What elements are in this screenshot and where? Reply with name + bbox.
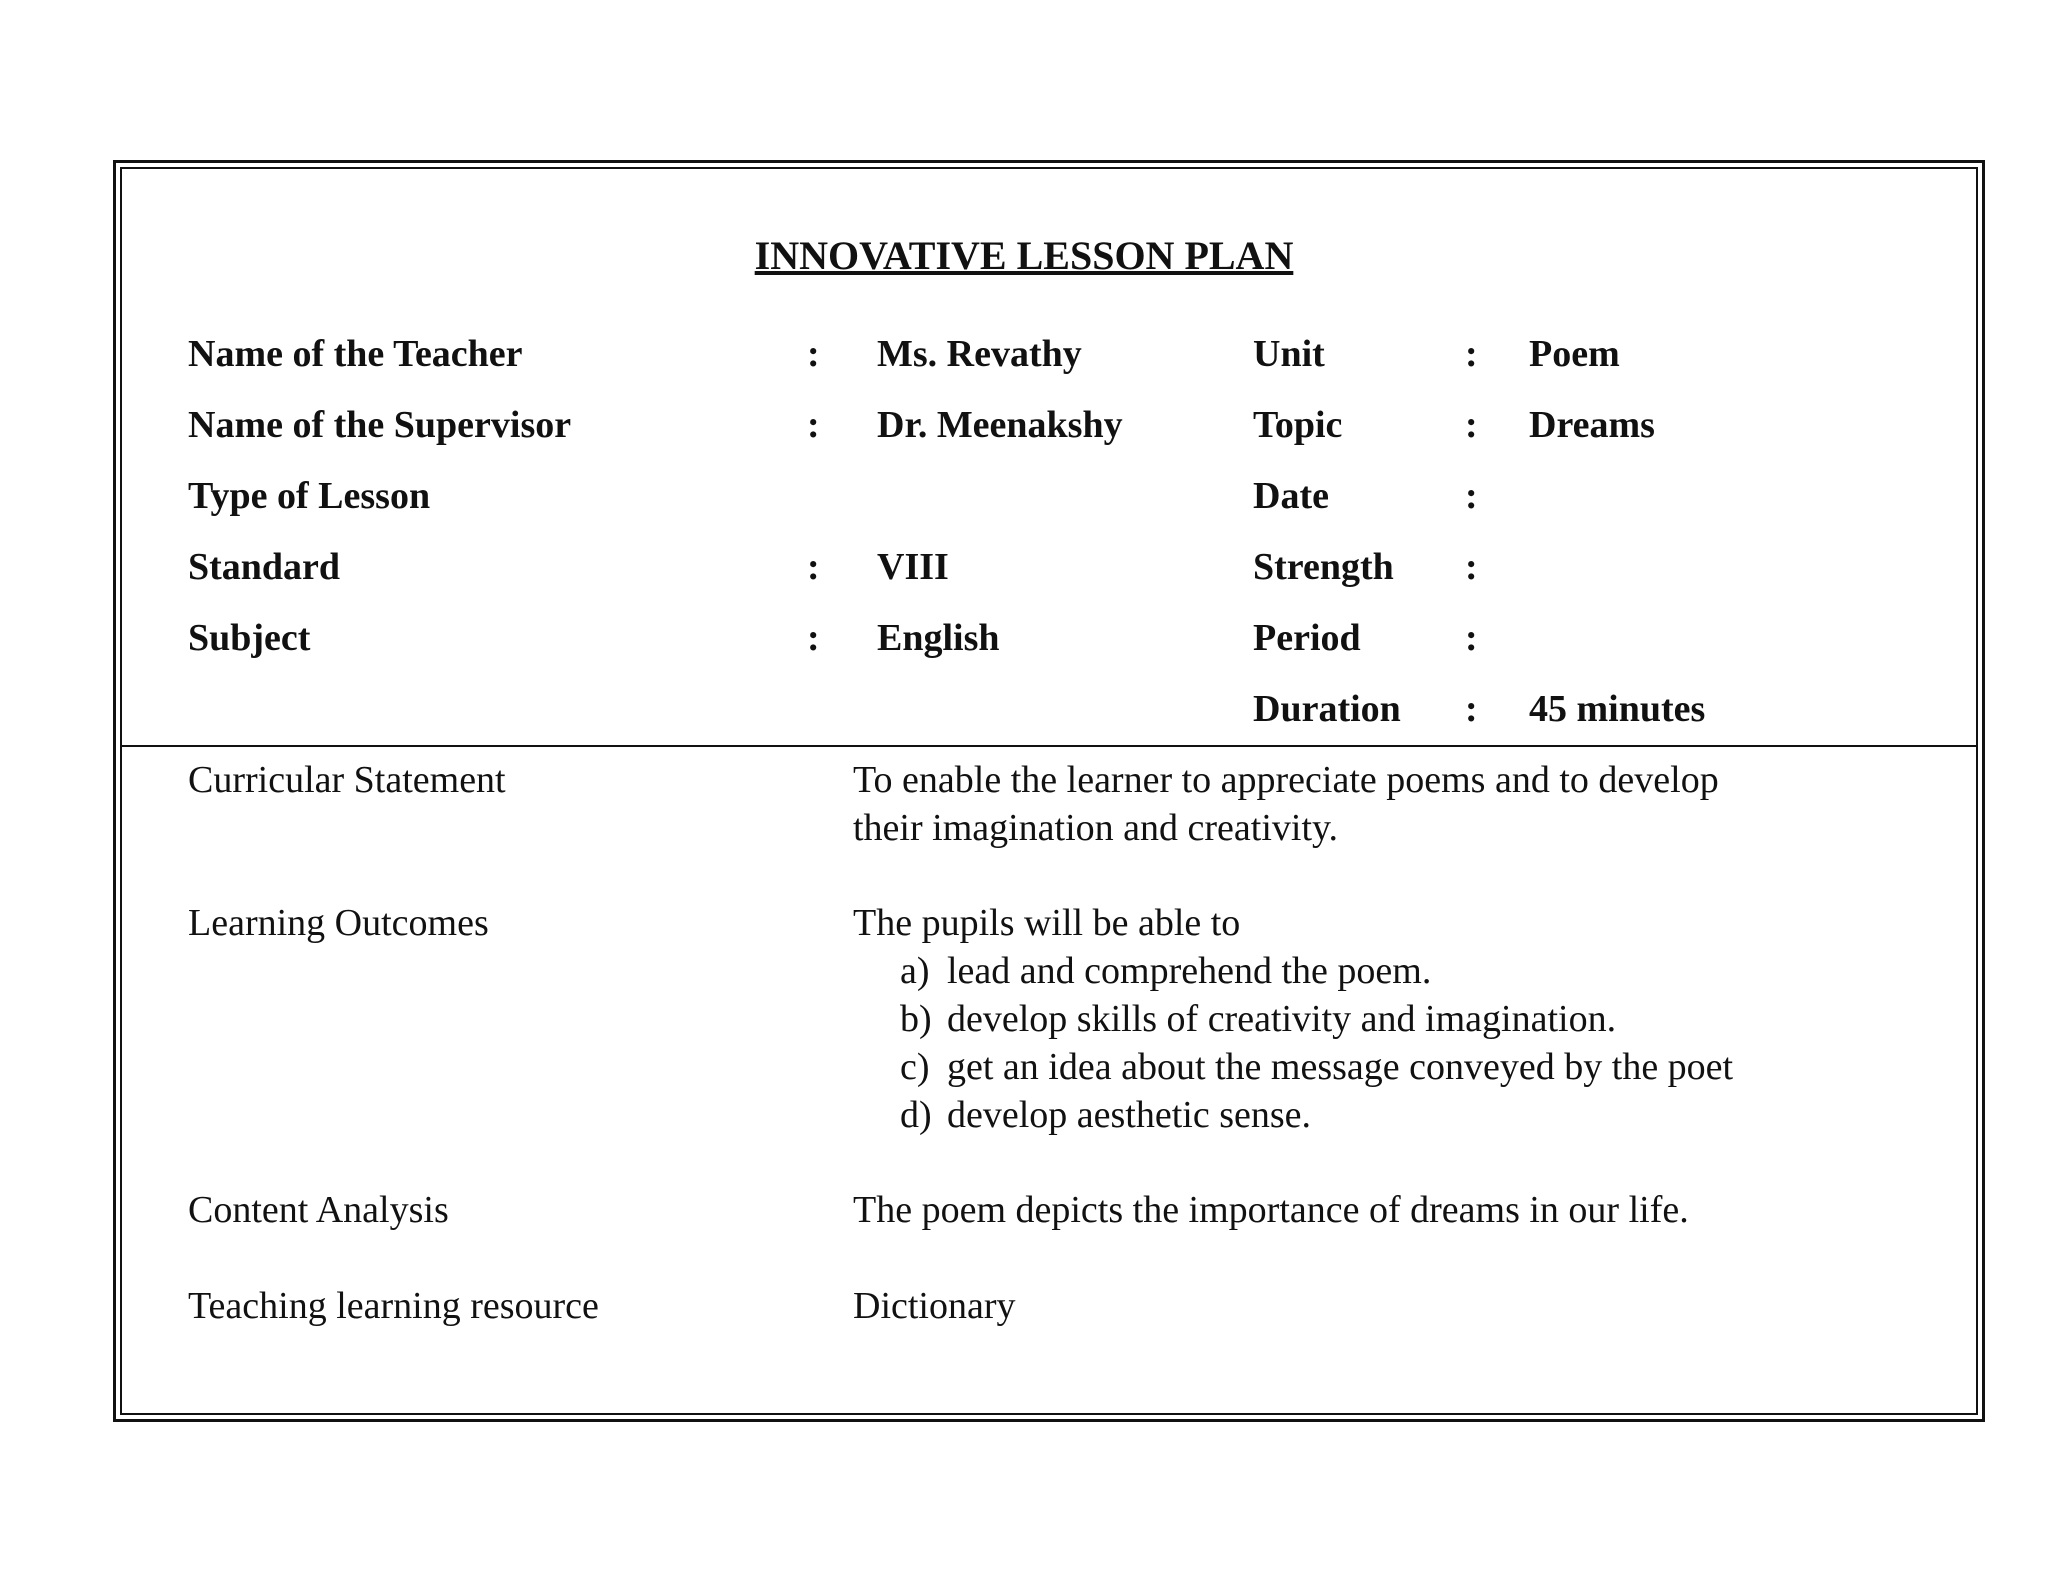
document-title: INNOVATIVE LESSON PLAN xyxy=(754,233,1294,278)
list-marker: b) xyxy=(900,998,932,1040)
list-item xyxy=(900,1091,1733,1139)
date-label: Date xyxy=(1253,475,1329,517)
unit-value: Poem xyxy=(1529,333,1620,375)
subject-colon: : xyxy=(807,617,820,659)
lesson-type-label: Type of Lesson xyxy=(188,475,431,517)
list-text: lead and comprehend the poem. xyxy=(947,950,1432,992)
supervisor-label: Name of the Supervisor xyxy=(188,404,572,446)
list-item xyxy=(900,947,1733,995)
strength-colon: : xyxy=(1465,546,1478,588)
subject-label: Subject xyxy=(188,617,311,659)
content-label: Content Analysis xyxy=(188,1189,449,1231)
duration-colon: : xyxy=(1465,688,1478,730)
outcomes-list xyxy=(853,947,1733,1139)
list-text: develop aesthetic sense. xyxy=(947,1094,1312,1136)
unit-colon: : xyxy=(1465,333,1478,375)
list-marker: d) xyxy=(900,1094,932,1136)
subject-value: English xyxy=(877,617,1000,659)
list-marker: c) xyxy=(900,1046,930,1088)
period-colon: : xyxy=(1465,617,1478,659)
supervisor-colon: : xyxy=(807,404,820,446)
supervisor-value: Dr. Meenakshy xyxy=(877,404,1123,446)
list-text: develop skills of creativity and imagination. xyxy=(947,998,1617,1040)
list-marker: a) xyxy=(900,950,930,992)
curricular-label: Curricular Statement xyxy=(188,759,506,801)
content-text: The poem depicts the importance of dreams in our life. xyxy=(853,1189,1689,1231)
teacher-colon: : xyxy=(807,333,820,375)
strength-label: Strength xyxy=(1253,546,1394,588)
resource-label: Teaching learning resource xyxy=(188,1285,599,1327)
outcomes-intro: The pupils will be able to xyxy=(853,902,1241,944)
list-text: get an idea about the message conveyed by the poet xyxy=(947,1046,1734,1088)
teacher-value: Ms. Revathy xyxy=(877,333,1082,375)
date-colon: : xyxy=(1465,475,1478,517)
section-divider xyxy=(120,745,1978,747)
list-item xyxy=(900,995,1733,1043)
unit-label: Unit xyxy=(1253,333,1325,375)
topic-value: Dreams xyxy=(1529,404,1655,446)
period-label: Period xyxy=(1253,617,1361,659)
teacher-label: Name of the Teacher xyxy=(188,333,523,375)
standard-colon: : xyxy=(807,546,820,588)
curricular-line-2: their imagination and creativity. xyxy=(853,807,1339,849)
standard-label: Standard xyxy=(188,546,341,588)
duration-value: 45 minutes xyxy=(1529,688,1706,730)
duration-label: Duration xyxy=(1253,688,1401,730)
outcomes-label: Learning Outcomes xyxy=(188,902,489,944)
curricular-text xyxy=(853,756,1719,852)
resource-text: Dictionary xyxy=(853,1285,1016,1327)
topic-colon: : xyxy=(1465,404,1478,446)
curricular-line-1: To enable the learner to appreciate poems and to develop xyxy=(853,759,1719,801)
standard-value: VIII xyxy=(877,546,949,588)
topic-label: Topic xyxy=(1253,404,1343,446)
list-item xyxy=(900,1043,1733,1091)
outcomes-block xyxy=(853,899,1733,1139)
